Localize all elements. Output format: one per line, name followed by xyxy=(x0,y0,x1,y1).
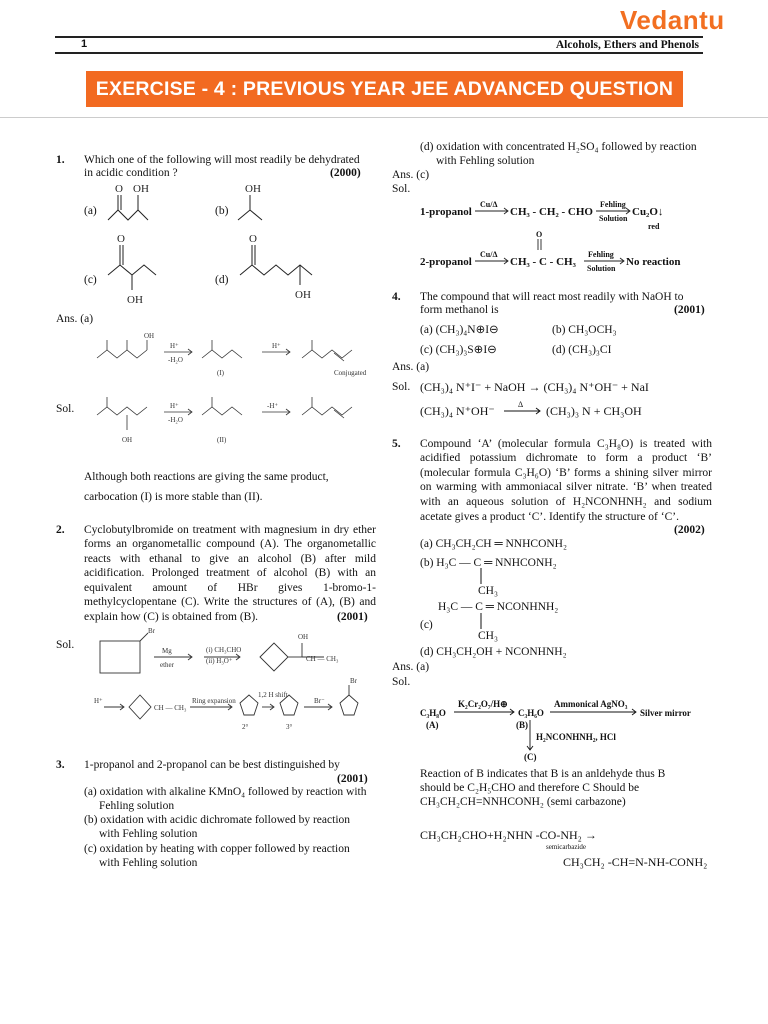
reactant: 1-propanol xyxy=(420,206,472,218)
reagent-label: (i) CH₃CHO xyxy=(206,646,242,654)
option-b: (b) CH₃OCH₃ xyxy=(552,324,617,336)
question-line: reacts with ethanal to give an alcohol (B) after mild xyxy=(84,552,376,565)
compound-label: (A) xyxy=(426,720,439,730)
reaction-equation: CH₃CH₂CHO+H₂NHN -CO-NH₂ → xyxy=(420,828,597,842)
option-a-cont: Fehling solution xyxy=(99,800,175,812)
equation-product: (CH₃)₃ N + CH₃OH xyxy=(546,404,642,418)
question-line: (molecular formula C₃H₆O) ‘B’ forms a shining silver mirror xyxy=(420,466,712,479)
option-d: (d) (CH₃)₃CI xyxy=(552,344,612,356)
compound-b: C₃H₆O xyxy=(518,708,544,718)
reagent-name: semicarbazide xyxy=(546,843,587,851)
propanol-scheme xyxy=(418,196,718,281)
oxidation-scheme xyxy=(418,692,718,762)
option-b: (b) H₃C — C ═ NNHCONH₂ xyxy=(420,557,557,569)
reagent-label: Cu/Δ xyxy=(480,200,498,209)
exercise-banner: EXERCISE - 4 : PREVIOUS YEAR JEE ADVANCED QUESTION xyxy=(86,71,683,107)
answer: Ans. (c) xyxy=(392,169,430,181)
reagent-label: Mg xyxy=(162,647,172,655)
intermediate-label: (I) xyxy=(217,369,224,377)
divider xyxy=(0,117,768,118)
question-year: (2001) xyxy=(674,304,705,316)
reagent-label: -H⁺ xyxy=(267,402,279,410)
solution-text: CH₃CH₂CH=NNHCONH₂ (semi carbazone) xyxy=(420,796,626,808)
question-year: (2001) xyxy=(337,611,368,623)
carbonyl-o: O xyxy=(536,230,543,239)
reagent-label: -H₂O xyxy=(168,356,183,364)
option-label: (d) xyxy=(215,274,229,286)
question-number: 5. xyxy=(392,438,401,450)
option-d: (d) oxidation with concentrated H₂SO₄ followed by reaction xyxy=(420,141,697,153)
question-line: Cyclobutylbromide on treatment with magnesium in dry ether xyxy=(84,524,376,536)
svg-text:H⁺: H⁺ xyxy=(94,697,103,705)
reagent-label: Ring expansion xyxy=(192,697,236,705)
running-header xyxy=(55,36,703,54)
svg-text:O: O xyxy=(117,233,125,245)
svg-text:Br: Br xyxy=(350,677,357,685)
option-d: (d) CH₃CH₂OH + NCONHNH₂ xyxy=(420,646,567,658)
svg-text:OH: OH xyxy=(295,289,311,301)
solution-text: Although both reactions are giving the same product, xyxy=(84,471,329,483)
product: No reaction xyxy=(626,256,681,268)
intermediate: CH₃ - CH₂ - CHO xyxy=(510,206,593,218)
question-line: forms an organometallic compound (A). The organometallic xyxy=(84,538,376,551)
reagent-label: Ammonical AgNO₃ xyxy=(554,699,628,709)
question-text: Which one of the following will most readily be dehydrated xyxy=(84,154,360,166)
solution-label: Sol. xyxy=(392,676,411,688)
option-c-cont: with Fehling solution xyxy=(99,857,198,869)
product: Silver mirror xyxy=(640,708,691,718)
svg-text:OH: OH xyxy=(245,183,261,195)
reaction-product: CH₃CH₂ -CH=N-NH-CONH₂ xyxy=(563,855,708,869)
option-c: (c) (CH₃)₃S⊕I⊖ xyxy=(420,344,497,356)
answer: Ans. (a) xyxy=(392,361,430,373)
dehydration-scheme xyxy=(92,330,382,455)
product: Cu₂O↓ xyxy=(632,206,664,218)
solution-label: Sol. xyxy=(56,403,75,415)
question-text: 1-propanol and 2-propanol can be best distinguished by xyxy=(84,759,340,771)
heat-symbol: Δ xyxy=(518,400,524,409)
svg-text:Br: Br xyxy=(148,627,155,635)
option-d-cont: with Fehling solution xyxy=(436,155,535,167)
precipitate-color: red xyxy=(648,222,660,231)
question-line: acidification. Prolonged treatment of alcohol (B) with an xyxy=(84,567,376,580)
intermediate-label: (II) xyxy=(217,436,227,444)
svg-text:CH — CH₃: CH — CH₃ xyxy=(154,704,187,712)
question-year: (2000) xyxy=(330,167,361,179)
reagent-label: Solution xyxy=(599,214,628,223)
bond-line xyxy=(478,568,484,584)
compound-label: (C) xyxy=(524,752,537,762)
option-b: (b) oxidation with acidic dichromate followed by reaction xyxy=(84,814,351,826)
svg-text:3°: 3° xyxy=(286,723,293,731)
question-number: 3. xyxy=(56,759,65,771)
question-text: form methanol is xyxy=(420,304,499,316)
equation: (CH₃)₄ N⁺I⁻ + NaOH → (CH₃)₄ N⁺OH⁻ + NaI xyxy=(420,380,649,394)
reagent-label: Br⁻ xyxy=(314,697,325,705)
question-year: (2002) xyxy=(674,524,705,536)
option-structures xyxy=(95,180,395,310)
reagent-label: ether xyxy=(160,661,174,669)
solution-label: Sol. xyxy=(392,381,411,393)
reagent-label: -H₂O xyxy=(168,416,183,424)
question-text: in acidic condition ? xyxy=(84,167,178,179)
svg-text:2°: 2° xyxy=(242,723,249,731)
option-a: (a) oxidation with alkaline KMnO₄ followed by reaction with xyxy=(84,786,367,798)
svg-text:OH: OH xyxy=(298,633,309,641)
chapter-title: Alcohols, Ethers and Phenols xyxy=(555,39,699,51)
option-a: (a) (CH₃)₄N⊕I⊖ xyxy=(420,324,499,336)
methyl-group: CH₃ xyxy=(478,630,498,642)
option-a: (a) CH₃CH₂CH ═ NNHCONH₂ xyxy=(420,538,567,550)
reagent-label: K₂Cr₂O₇/H⊕ xyxy=(458,699,508,709)
reagent-label: (ii) H₃O⁺ xyxy=(206,657,233,665)
svg-text:O: O xyxy=(115,183,123,195)
intermediate: CH₃ - C - CH₃ xyxy=(510,256,576,268)
svg-text:OH: OH xyxy=(144,332,155,340)
question-line: methylcyclopentane (C). Write the structures of (A), (B) and xyxy=(84,595,376,608)
question-line: acetate gives a product ‘C’. Identify the structure of ‘C’. xyxy=(420,511,679,523)
question-number: 2. xyxy=(56,524,65,536)
question-number: 4. xyxy=(392,291,401,303)
option-label: (a) xyxy=(84,205,97,217)
question-line: on warming with ammoniacal silver nitrate. ‘B’ when treated xyxy=(420,481,712,494)
option-b-cont: with Fehling solution xyxy=(99,828,198,840)
reagent-label: 1,2 H shift xyxy=(258,691,288,699)
svg-text:CH — CH₃: CH — CH₃ xyxy=(306,655,339,663)
question-line: acidified potassium dichromate to form a product ‘B’ xyxy=(420,452,712,465)
reagent-label: Cu/Δ xyxy=(480,250,498,259)
equation-reactant: (CH₃)₄ N⁺OH⁻ xyxy=(420,404,495,418)
reagent-label: H⁺ xyxy=(170,402,179,410)
solution-label: Sol. xyxy=(56,639,75,651)
answer: Ans. (a) xyxy=(56,313,94,325)
reagent-label: Solution xyxy=(587,264,616,273)
solution-label: Sol. xyxy=(392,183,411,195)
svg-text:OH: OH xyxy=(122,436,133,444)
solution-text: should be C₂H₅CHO and therefore C Should be xyxy=(420,782,640,794)
option-label: (b) xyxy=(215,205,229,217)
answer: Ans. (a) xyxy=(392,661,430,673)
reagent-label: H₂NCONHNH₂, HCl xyxy=(536,732,616,742)
page-number: 1 xyxy=(81,38,88,50)
bond-line xyxy=(478,613,484,629)
question-number: 1. xyxy=(56,154,65,166)
ring-expansion-scheme xyxy=(92,625,382,735)
question-line: with an aqueous solution of H₂NCONHNH₂ and sodium xyxy=(420,495,712,508)
svg-text:O: O xyxy=(249,233,257,245)
compound-label: (B) xyxy=(516,720,528,730)
reagent-label: H⁺ xyxy=(272,342,281,350)
methyl-group: CH₃ xyxy=(478,585,498,597)
solution-text: Reaction of B indicates that B is an anldehyde thus B xyxy=(420,768,666,780)
svg-text:OH: OH xyxy=(133,183,149,195)
question-line: Compound ‘A’ (molecular formula C₃H₈O) is treated with xyxy=(420,438,712,450)
compound-a: C₃H₈O xyxy=(420,708,446,718)
product-label: Conjugated xyxy=(334,369,367,377)
option-c: (c) oxidation by heating with copper followed by reaction xyxy=(84,843,350,855)
question-year: (2001) xyxy=(337,773,368,785)
question-line: equivalent amount of HBr gives 1-bromo-1- xyxy=(84,581,376,594)
reactant: 2-propanol xyxy=(420,256,472,268)
heat-arrow xyxy=(502,400,544,418)
question-text: The compound that will react most readily with NaOH to xyxy=(420,291,684,303)
svg-text:OH: OH xyxy=(127,294,143,306)
reagent-label: Fehling xyxy=(588,250,614,259)
solution-text: carbocation (I) is more stable than (II). xyxy=(84,491,263,503)
question-line: explain how (C) is obtained from (B). xyxy=(84,611,259,623)
reagent-label: Fehling xyxy=(600,200,626,209)
reagent-label: H⁺ xyxy=(170,342,179,350)
option-c: (c) xyxy=(420,619,433,631)
option-label: (c) xyxy=(84,274,97,286)
option-c-structure: H₃C — C ═ NCONHNH₂ xyxy=(438,601,559,613)
brand-logo: Vedantu xyxy=(620,5,725,35)
